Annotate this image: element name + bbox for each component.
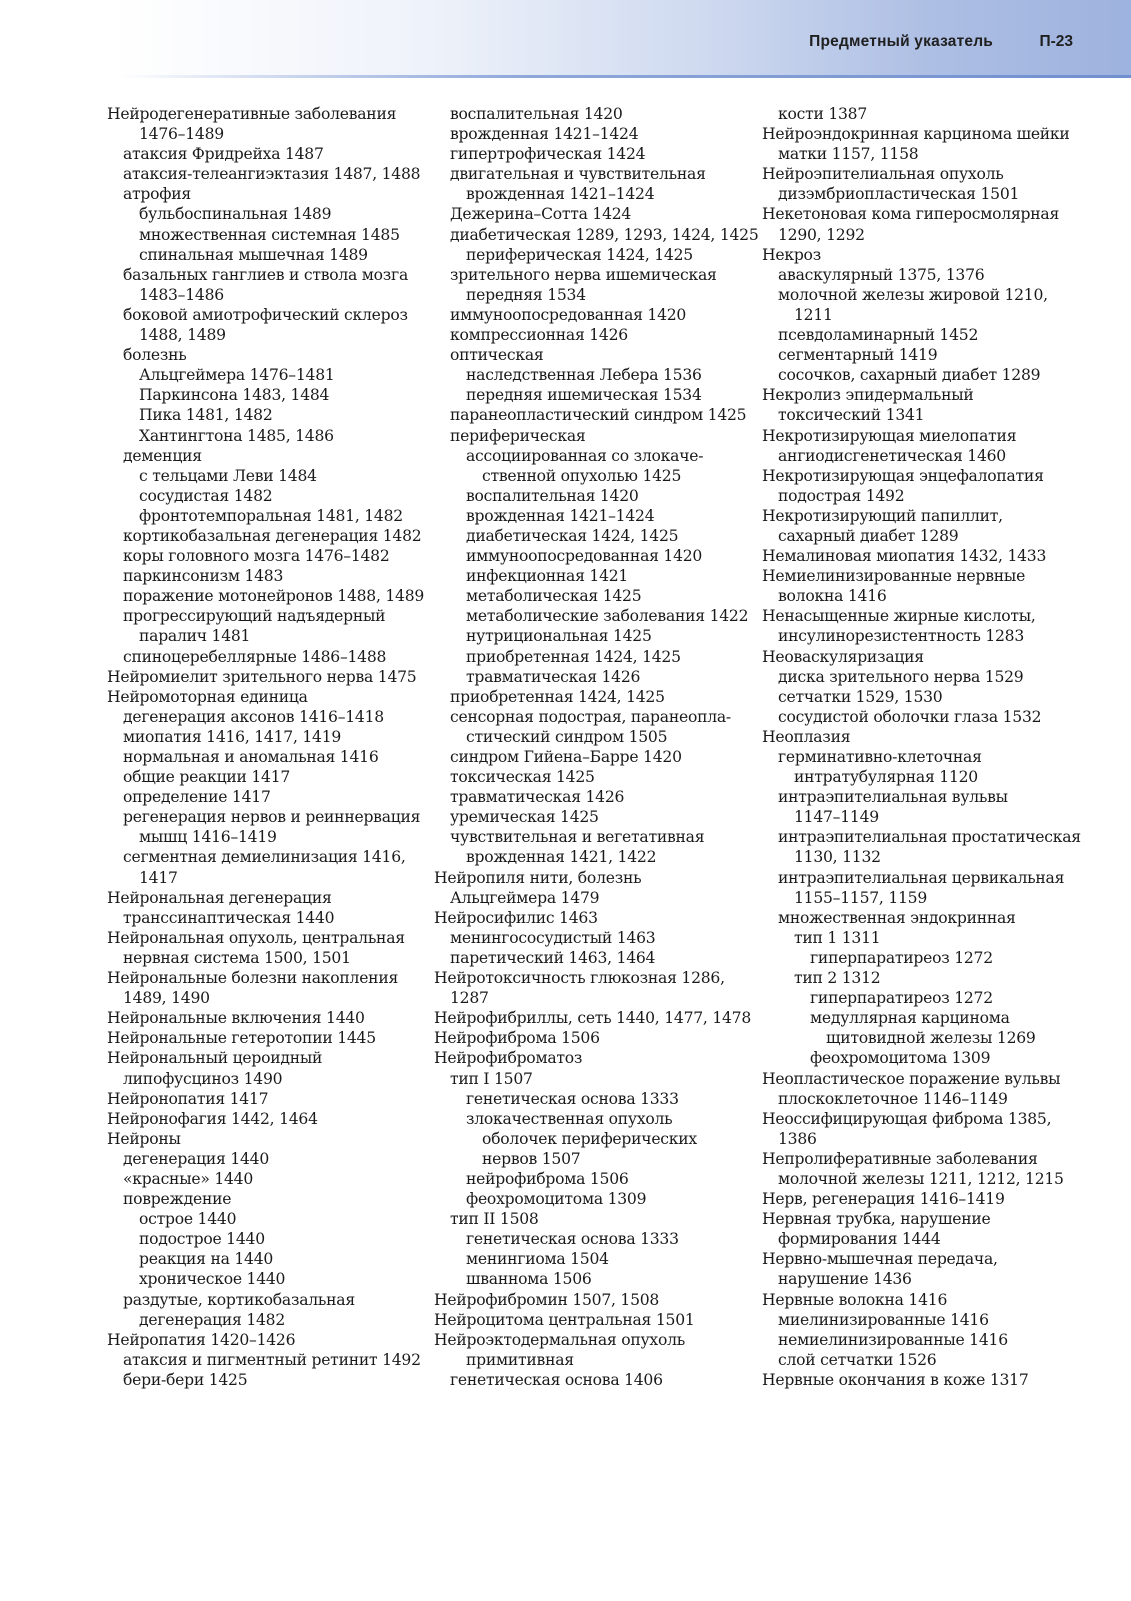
index-entry: Нейроэктодермальная опухоль — [434, 1330, 685, 1349]
index-subentry: спинальная мышечная 1489 — [139, 245, 368, 264]
index-entry: Нейрофибриллы, сеть 1440, 1477, 1478 — [434, 1009, 752, 1028]
index-subentry: сахарный диабет 1289 — [778, 526, 959, 545]
index-subentry: нервная система 1500, 1501 — [123, 948, 351, 967]
index-subentry: бери-бери 1425 — [123, 1370, 248, 1389]
index-subentry: атаксия и пигментный ретинит 1492 — [123, 1350, 421, 1369]
index-subentry: множественная системная 1485 — [139, 225, 400, 244]
index-subentry: нарушение 1436 — [778, 1270, 912, 1289]
index-subentry: метаболическая 1425 — [466, 587, 642, 606]
index-subentry: боковой амиотрофический склероз — [123, 305, 408, 324]
index-subentry: травматическая 1426 — [466, 667, 641, 686]
index-subentry: атаксия Фридрейха 1487 — [123, 145, 324, 164]
index-subentry: тип II 1508 — [450, 1210, 539, 1229]
index-subentry: паранеопластический синдром 1425 — [450, 406, 747, 425]
index-entry: Неоплазия — [762, 727, 851, 746]
index-subentry: злокачественная опухоль — [466, 1109, 673, 1128]
index-entry: Нервная трубка, нарушение — [762, 1210, 991, 1229]
index-entry: Нейронофагия 1442, 1464 — [107, 1109, 318, 1128]
index-entry: Непролиферативные заболевания — [762, 1149, 1038, 1168]
index-entry: Нейроны — [107, 1129, 181, 1148]
index-subentry: токсический 1341 — [778, 406, 925, 425]
index-subentry: метаболические заболевания 1422 — [466, 607, 749, 626]
index-entry: Нейродегенеративные заболевания — [107, 105, 397, 123]
index-entry: Нейрофиброматоз — [434, 1049, 583, 1068]
index-subentry: псевдоламинарный 1452 — [778, 326, 979, 345]
index-subentry: 1386 — [778, 1129, 817, 1148]
index-subentry: 1155–1157, 1159 — [794, 888, 928, 907]
index-subentry: периферическая — [450, 426, 586, 445]
index-subentry: наследственная Лебера 1536 — [466, 366, 702, 385]
index-subentry: иммуноопосредованная 1420 — [466, 547, 703, 566]
index-subentry: сегментная демиелинизация 1416, — [123, 848, 406, 867]
index-subentry: 1483–1486 — [139, 285, 224, 304]
index-subentry: сегментарный 1419 — [778, 346, 938, 365]
index-entry: Нервно-мышечная передача, — [762, 1250, 998, 1269]
index-subentry: волокна 1416 — [778, 587, 887, 606]
index-subentry: инсулинорезистентность 1283 — [778, 627, 1025, 646]
index-subentry: шваннома 1506 — [466, 1270, 592, 1289]
index-subentry: дегенерация 1482 — [139, 1310, 286, 1329]
index-subentry: диабетическая 1424, 1425 — [466, 526, 679, 545]
index-subentry: воспалительная 1420 — [466, 486, 639, 505]
index-subentry: матки 1157, 1158 — [778, 145, 919, 164]
index-subentry: сосудистая 1482 — [139, 486, 273, 505]
index-subentry: 1488, 1489 — [139, 326, 226, 345]
index-subentry: Дежерина–Сотта 1424 — [450, 205, 632, 224]
index-subentry: медуллярная карцинома — [810, 1009, 1010, 1028]
index-subentry: токсическая 1425 — [450, 768, 595, 787]
index-subentry: реакция на 1440 — [139, 1250, 274, 1269]
index-subentry: нервов 1507 — [482, 1149, 581, 1168]
index-subentry: с тельцами Леви 1484 — [139, 466, 317, 485]
index-entry: Нейрональные болезни накопления — [107, 969, 399, 988]
index-subentry: острое 1440 — [139, 1210, 237, 1229]
index-entry: Нейрофибромин 1507, 1508 — [434, 1290, 660, 1309]
index-subentry: генетическая основа 1406 — [450, 1370, 663, 1389]
index-entry: Нейрональный цероидный — [107, 1049, 323, 1068]
index-subentry: врожденная 1421–1424 — [466, 506, 655, 525]
index-subentry: фронтотемпоральная 1481, 1482 — [139, 506, 403, 525]
index-subentry: феохромоцитома 1309 — [466, 1190, 647, 1209]
index-subentry: приобретенная 1424, 1425 — [466, 647, 681, 666]
index-subentry: поражение мотонейронов 1488, 1489 — [123, 587, 425, 606]
index-subentry: сетчатки 1529, 1530 — [778, 687, 943, 706]
index-entry: Нейросифилис 1463 — [434, 908, 598, 927]
index-entry: Некролиз эпидермальный — [762, 386, 974, 405]
index-subentry: тип 2 1312 — [794, 969, 881, 988]
index-subentry: иммуноопосредованная 1420 — [450, 305, 687, 324]
index-subentry: множественная эндокринная — [778, 908, 1016, 927]
index-subentry: врожденная 1421–1424 — [450, 125, 639, 144]
index-entry: Нерв, регенерация 1416–1419 — [762, 1190, 1005, 1209]
index-subentry: интраэпителиальная вульвы — [778, 788, 1008, 807]
index-subentry: липофусциноз 1490 — [123, 1069, 283, 1088]
index-entry: Некроз — [762, 245, 821, 264]
index-subentry: миелинизированные 1416 — [778, 1310, 989, 1329]
index-subentry: интраэпителиальная простатическая — [778, 828, 1081, 847]
index-subentry: компрессионная 1426 — [450, 326, 628, 345]
index-subentry: передняя ишемическая 1534 — [466, 386, 702, 405]
index-subentry: щитовидной железы 1269 — [826, 1029, 1036, 1048]
index-entry: Нейроэндокринная карцинома шейки — [762, 125, 1070, 144]
index-subentry: интраэпителиальная цервикальная — [778, 868, 1065, 887]
index-entry: Нейрональная опухоль, центральная — [107, 928, 405, 947]
index-subentry: спиноцеребеллярные 1486–1488 — [123, 647, 387, 666]
index-subentry: передняя 1534 — [466, 285, 586, 304]
index-subentry: 1417 — [139, 868, 178, 887]
index-column-2 — [434, 104, 759, 1390]
index-subentry: генетическая основа 1333 — [466, 1089, 679, 1108]
index-subentry: Пика 1481, 1482 — [139, 406, 273, 425]
index-subentry: ассоциированная со злокаче- — [466, 446, 704, 465]
index-subentry: Альцгеймера 1476–1481 — [139, 366, 335, 385]
index-subentry: герминативно-клеточная — [778, 748, 982, 766]
index-subentry: тип 1 1311 — [794, 928, 881, 947]
index-entry: Нейромоторная единица — [107, 687, 308, 706]
index-subentry: коры головного мозга 1476–1482 — [123, 547, 390, 566]
index-subentry: плоскоклеточное 1146–1149 — [778, 1089, 1008, 1108]
index-entry: Нейротоксичность глюкозная 1286, — [434, 969, 725, 988]
index-subentry: подострое 1440 — [139, 1230, 265, 1249]
index-entry: Некротизирующая энцефалопатия — [762, 466, 1044, 485]
index-entry: Нейрофиброма 1506 — [434, 1029, 600, 1048]
index-subentry: атрофия — [123, 185, 191, 204]
index-subentry: 1489, 1490 — [123, 989, 210, 1008]
index-subentry: примитивная — [466, 1350, 574, 1369]
index-entry: Нейронопатия 1417 — [107, 1089, 269, 1108]
index-entry: Неоваскуляризация — [762, 647, 924, 666]
header-rule — [120, 75, 1131, 78]
index-entry: Немалиновая миопатия 1432, 1433 — [762, 547, 1047, 566]
index-subentry: Паркинсона 1483, 1484 — [139, 386, 330, 405]
index-subentry: определение 1417 — [123, 788, 271, 807]
index-subentry: инфекционная 1421 — [466, 567, 629, 586]
index-entry: Нейрональные гетеротопии 1445 — [107, 1029, 376, 1048]
index-subentry: дегенерация 1440 — [123, 1149, 270, 1168]
index-subentry: дизэмбриопластическая 1501 — [778, 185, 1020, 204]
index-subentry: деменция — [123, 446, 202, 465]
index-subentry: прогрессирующий надъядерный — [123, 607, 386, 626]
index-entry: Немиелинизированные нервные — [762, 567, 1026, 586]
index-subentry: нутрициональная 1425 — [466, 627, 652, 646]
index-subentry: формирования 1444 — [778, 1230, 941, 1249]
index-subentry: миопатия 1416, 1417, 1419 — [123, 727, 342, 746]
index-entry: Нейропиля нити, болезнь — [434, 868, 642, 887]
index-subentry: гиперпаратиреоз 1272 — [810, 948, 993, 967]
index-subentry: генетическая основа 1333 — [466, 1230, 679, 1249]
index-subentry: слой сетчатки 1526 — [778, 1350, 937, 1369]
index-subentry: диабетическая 1289, 1293, 1424, 1425 — [450, 225, 759, 244]
index-subentry: сосудистой оболочки глаза 1532 — [778, 707, 1042, 726]
index-subentry: синдром Гийена–Барре 1420 — [450, 748, 682, 766]
index-subentry: транссинаптическая 1440 — [123, 908, 335, 927]
index-subentry: раздутые, кортикобазальная — [123, 1290, 355, 1309]
index-entry: Нейропатия 1420–1426 — [107, 1330, 296, 1349]
index-subentry: уремическая 1425 — [450, 808, 599, 827]
index-subentry: 1147–1149 — [794, 808, 879, 827]
index-entry: Неопластическое поражение вульвы — [762, 1069, 1061, 1088]
index-entry: Нейроцитома центральная 1501 — [434, 1310, 695, 1329]
index-subentry: дегенерация аксонов 1416–1418 — [123, 707, 384, 726]
index-subentry: 1130, 1132 — [794, 848, 881, 867]
index-entry: Нейромиелит зрительного нерва 1475 — [107, 667, 417, 686]
index-entry: Некротизирующая миелопатия — [762, 426, 1017, 445]
index-subentry: менингососудистый 1463 — [450, 928, 656, 947]
index-subentry: интратубулярная 1120 — [794, 768, 978, 787]
index-subentry: бульбоспинальная 1489 — [139, 205, 332, 224]
index-subentry: молочной железы жировой 1210, — [778, 285, 1048, 304]
index-subentry: болезнь — [123, 346, 187, 365]
index-subentry: чувствительная и вегетативная — [450, 828, 705, 847]
index-subentry: паралич 1481 — [139, 627, 251, 646]
index-subentry: повреждение — [123, 1190, 232, 1209]
index-subentry: нормальная и аномальная 1416 — [123, 748, 379, 766]
index-subentry: ангиодисгенетическая 1460 — [778, 446, 1006, 465]
index-subentry: периферическая 1424, 1425 — [466, 245, 693, 264]
index-subentry: базальных ганглиев и ствола мозга — [123, 265, 409, 284]
index-subentry: зрительного нерва ишемическая — [450, 265, 717, 284]
index-subentry: воспалительная 1420 — [450, 105, 623, 123]
index-subentry: кости 1387 — [778, 105, 868, 123]
index-subentry: паретический 1463, 1464 — [450, 948, 656, 967]
index-subentry: феохромоцитома 1309 — [810, 1049, 991, 1068]
index-subentry: двигательная и чувствительная — [450, 165, 706, 184]
index-subentry: 1476–1489 — [139, 125, 224, 144]
index-subentry: приобретенная 1424, 1425 — [450, 687, 665, 706]
index-subentry: атаксия-телеангиэктазия 1487, 1488 — [123, 165, 421, 184]
index-entry: Некетоновая кома гиперосмолярная — [762, 205, 1060, 224]
index-subentry: тип I 1507 — [450, 1069, 533, 1088]
index-subentry: диска зрительного нерва 1529 — [778, 667, 1024, 686]
index-subentry: врожденная 1421–1424 — [466, 185, 655, 204]
index-column-3 — [762, 104, 1082, 1390]
index-entry: Ненасыщенные жирные кислоты, — [762, 607, 1036, 626]
index-subentry: «красные» 1440 — [123, 1169, 254, 1188]
index-subentry: 1287 — [450, 989, 489, 1008]
running-header-title: Предметный указатель — [809, 33, 993, 50]
index-subentry: паркинсонизм 1483 — [123, 567, 284, 586]
index-subentry: гиперпаратиреоз 1272 — [810, 989, 993, 1008]
index-subentry: нейрофиброма 1506 — [466, 1169, 629, 1188]
index-subentry: кортикобазальная дегенерация 1482 — [123, 526, 422, 545]
index-subentry: гипертрофическая 1424 — [450, 145, 646, 164]
index-subentry: мышц 1416–1419 — [139, 828, 277, 847]
index-subentry: хроническое 1440 — [139, 1270, 286, 1289]
index-subentry: молочной железы 1211, 1212, 1215 — [778, 1169, 1064, 1188]
index-subentry: врожденная 1421, 1422 — [466, 848, 657, 867]
index-subentry: немиелинизированные 1416 — [778, 1330, 1008, 1349]
index-entry: Нейроэпителиальная опухоль — [762, 165, 1004, 184]
index-column-1 — [107, 104, 427, 1390]
index-subentry: Хантингтона 1485, 1486 — [139, 426, 334, 445]
index-entry: Нервные окончания в коже 1317 — [762, 1370, 1029, 1389]
index-subentry: сенсорная подострая, паранеопла- — [450, 707, 731, 726]
index-entry: Нейрональная дегенерация — [107, 888, 332, 907]
index-subentry: Альцгеймера 1479 — [450, 888, 600, 907]
index-subentry: ственной опухолью 1425 — [482, 466, 682, 485]
index-subentry: стический синдром 1505 — [466, 727, 668, 746]
index-entry: Некротизирующий папиллит, — [762, 506, 1003, 525]
page-number: П-23 — [1039, 33, 1073, 50]
index-subentry: регенерация нервов и реиннервация — [123, 808, 421, 827]
index-subentry: 1290, 1292 — [778, 225, 865, 244]
index-subentry: аваскулярный 1375, 1376 — [778, 265, 985, 284]
index-subentry: оптическая — [450, 346, 544, 365]
index-entry: Нейрональные включения 1440 — [107, 1009, 365, 1028]
index-subentry: травматическая 1426 — [450, 788, 625, 807]
index-subentry: менингиома 1504 — [466, 1250, 609, 1269]
index-subentry: сосочков, сахарный диабет 1289 — [778, 366, 1041, 385]
index-subentry: подострая 1492 — [778, 486, 905, 505]
index-entry: Неоссифицирующая фиброма 1385, — [762, 1109, 1052, 1128]
index-subentry: оболочек периферических — [482, 1129, 697, 1148]
index-subentry: 1211 — [794, 305, 833, 324]
index-entry: Нервные волокна 1416 — [762, 1290, 948, 1309]
index-subentry: общие реакции 1417 — [123, 768, 291, 787]
